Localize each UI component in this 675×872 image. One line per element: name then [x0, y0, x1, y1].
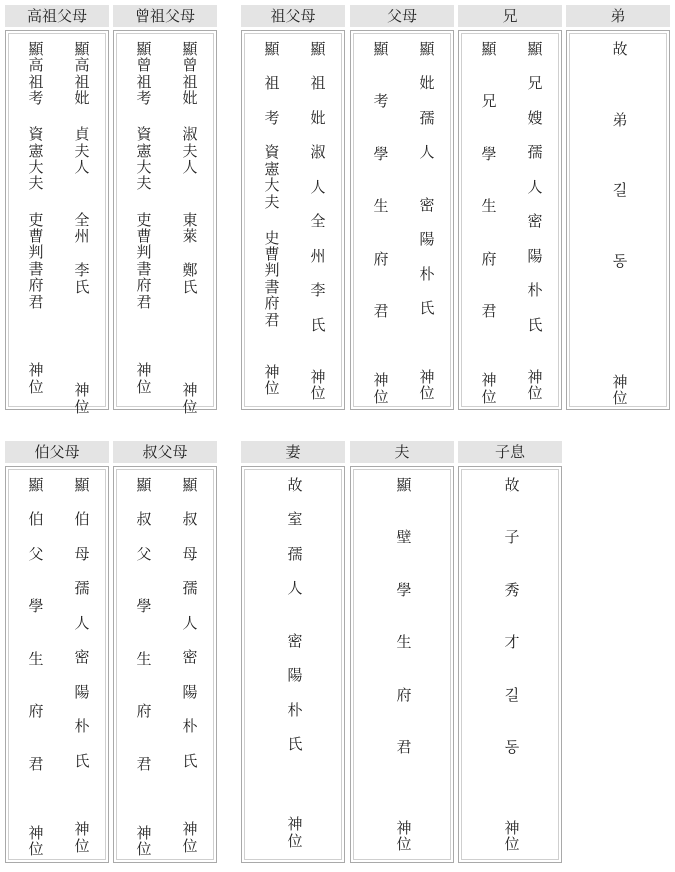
- tablet-frame: [5, 30, 109, 416]
- tablet-header: 妻: [241, 441, 345, 463]
- inscription-char: 淑: [182, 125, 198, 144]
- inscription-char: 叔: [182, 510, 198, 529]
- inscription-char: 妣: [310, 108, 326, 127]
- inscription-char: 位: [612, 389, 628, 408]
- inscription-char: 人: [310, 177, 326, 196]
- inscription-char: 人: [287, 579, 303, 598]
- inscription-char: 學: [481, 144, 497, 163]
- inscription-char: 位: [504, 835, 520, 854]
- inscription-char: 位: [74, 836, 90, 855]
- inscription-char: 氏: [74, 751, 90, 770]
- inscription-char: 位: [527, 384, 543, 403]
- inscription-char: 夫: [264, 192, 280, 211]
- inscription-char: 顯: [28, 40, 44, 58]
- inscription-char: 生: [481, 197, 497, 216]
- inscription-char: 神: [264, 363, 280, 382]
- inscription-char: 顯: [396, 476, 412, 494]
- inscription-char: 考: [373, 92, 389, 111]
- inscription-char: 陽: [527, 246, 543, 265]
- inscription-char: 孺: [287, 544, 303, 563]
- tablet-grandparents: [241, 5, 345, 408]
- inscription-char: 祖: [74, 72, 90, 91]
- tablet-parents: [350, 5, 454, 408]
- inscription-char: 府: [136, 702, 152, 721]
- inscription-char: 人: [527, 177, 543, 196]
- inscription-char: 故: [612, 40, 628, 58]
- inscription-char: 故: [504, 476, 520, 494]
- inscription-char: 顯: [373, 40, 389, 58]
- inscription-char: 祖: [264, 74, 280, 93]
- inscription-char: 位: [264, 379, 280, 398]
- inscription-char: 弟: [612, 110, 628, 129]
- inscription-char: 大: [264, 176, 280, 195]
- inscription-char: 嫂: [527, 108, 543, 127]
- inscription-char: 孺: [182, 579, 198, 598]
- tablet-son: [458, 441, 562, 861]
- inscription-char: 李: [74, 261, 90, 280]
- inscription-char: 東: [182, 210, 198, 229]
- inscription-char: 鄭: [182, 261, 198, 280]
- inscription-char: 才: [504, 633, 520, 652]
- inscription-char: 生: [136, 649, 152, 668]
- tablet-header: 伯父母: [5, 441, 109, 463]
- inscription-char: 顯: [264, 40, 280, 58]
- inscription-char: 位: [287, 831, 303, 850]
- inscription-char: 君: [136, 754, 152, 773]
- inscription-char: 父: [136, 544, 152, 563]
- inscription-char: 朴: [287, 700, 303, 719]
- inscription-char: 學: [396, 580, 412, 599]
- inscription-char: 密: [527, 212, 543, 231]
- inscription-char: 神: [136, 823, 152, 842]
- inscription-char: 考: [264, 108, 280, 127]
- inscription-char: 人: [74, 613, 90, 632]
- tablet-header: 高祖父母: [5, 5, 109, 27]
- tablet-great-great-grandparents: [5, 5, 109, 416]
- inscription-char: 神: [136, 361, 152, 380]
- tablet-header: 子息: [458, 441, 562, 463]
- inscription-char: 府: [481, 249, 497, 268]
- inscription-char: 氏: [287, 735, 303, 754]
- inscription-char: 曹: [264, 245, 280, 263]
- inscription-char: 氏: [182, 751, 198, 770]
- inscription-char: 神: [481, 371, 497, 390]
- inscription-char: 氏: [74, 277, 90, 296]
- inscription-char: 府: [264, 294, 280, 313]
- inscription-char: 府: [136, 276, 152, 295]
- inscription-char: 曾: [136, 56, 152, 75]
- inscription-char: 朴: [182, 717, 198, 736]
- inscription-char: 神: [287, 815, 303, 834]
- inscription-char: 神: [74, 381, 90, 400]
- inscription-char: 故: [287, 476, 303, 494]
- inscription-char: 叔: [136, 510, 152, 529]
- inscription-char: 人: [74, 158, 90, 177]
- inscription-char: 神: [612, 372, 628, 391]
- inscription-char: 書: [264, 277, 280, 296]
- inscription-char: 神: [310, 368, 326, 386]
- inscription-char: 顯: [74, 40, 90, 58]
- inscription-char: 妣: [74, 89, 90, 108]
- inscription-char: 氏: [182, 277, 198, 296]
- inscription-char: 孺: [74, 579, 90, 598]
- inscription-char: 李: [310, 281, 326, 300]
- tablet-wife: [241, 441, 345, 861]
- inscription-char: 曹: [28, 226, 44, 245]
- inscription-char: 人: [419, 143, 435, 162]
- inscription-char: 君: [28, 754, 44, 773]
- inscription-char: 子: [504, 528, 520, 547]
- inscription-char: 位: [28, 840, 44, 859]
- inscription-char: 位: [481, 387, 497, 406]
- inscription-char: 壁: [396, 528, 412, 547]
- inscription-char: 顯: [182, 476, 198, 494]
- inscription-char: 君: [136, 292, 152, 311]
- inscription-char: 母: [182, 544, 198, 563]
- inscription-char: 妣: [419, 74, 435, 93]
- inscription-char: 陽: [182, 682, 198, 701]
- inscription-char: 憲: [136, 141, 152, 160]
- inscription-char: 夫: [74, 141, 90, 160]
- tablet-great-grandparents: [113, 5, 217, 416]
- inscription-char: 顯: [310, 40, 326, 58]
- tablet-frame: [566, 30, 670, 410]
- inscription-char: 室: [287, 510, 303, 529]
- inscription-char: 君: [481, 302, 497, 321]
- inscription-char: 考: [136, 89, 152, 108]
- inscription-char: 位: [136, 840, 152, 859]
- inscription-char: 人: [182, 613, 198, 632]
- tablet-header: 曾祖父母: [113, 5, 217, 27]
- inscription-char: 朴: [527, 281, 543, 300]
- inscription-char: 府: [396, 685, 412, 704]
- inscription-char: 州: [74, 226, 90, 245]
- tablet-frame: [458, 30, 562, 410]
- inscription-char: 陽: [287, 666, 303, 685]
- inscription-char: 君: [396, 738, 412, 757]
- tablet-frame: [350, 30, 454, 410]
- inscription-char: 神: [28, 823, 44, 842]
- tablet-frame: [5, 466, 109, 863]
- inscription-char: 位: [182, 397, 198, 416]
- inscription-char: 氏: [310, 315, 326, 334]
- inscription-char: 位: [74, 397, 90, 416]
- inscription-char: 神: [396, 818, 412, 837]
- inscription-char: 高: [28, 56, 44, 75]
- inscription-char: 萊: [182, 226, 198, 245]
- inscription-char: 位: [28, 377, 44, 396]
- inscription-char: 位: [396, 835, 412, 854]
- tablet-header: 夫: [350, 441, 454, 463]
- tablet-husband: [350, 441, 454, 861]
- inscription-char: 夫: [136, 174, 152, 193]
- inscription-char: 동: [504, 738, 520, 757]
- inscription-char: 人: [182, 158, 198, 177]
- inscription-char: 祖: [28, 72, 44, 91]
- inscription-char: 孺: [419, 108, 435, 127]
- inscription-char: 曾: [182, 56, 198, 75]
- tablet-header: 叔父母: [113, 441, 217, 463]
- inscription-char: 全: [310, 212, 326, 231]
- inscription-char: 氏: [419, 299, 435, 318]
- tablet-frame: [113, 466, 217, 863]
- inscription-char: 位: [373, 387, 389, 406]
- inscription-char: 兄: [527, 74, 543, 93]
- tablet-header: 祖父母: [241, 5, 345, 27]
- inscription-char: 君: [28, 292, 44, 311]
- inscription-char: 生: [373, 197, 389, 216]
- inscription-char: 神: [527, 368, 543, 386]
- inscription-char: 州: [310, 246, 326, 265]
- inscription-char: 母: [74, 544, 90, 563]
- inscription-char: 書: [28, 259, 44, 278]
- inscription-char: 妣: [182, 89, 198, 108]
- inscription-char: 君: [264, 310, 280, 329]
- inscription-char: 顯: [28, 476, 44, 494]
- inscription-char: 동: [612, 251, 628, 270]
- tablet-frame: [458, 466, 562, 863]
- inscription-char: 淑: [310, 143, 326, 162]
- inscription-char: 陽: [74, 682, 90, 701]
- inscription-char: 資: [264, 143, 280, 162]
- inscription-char: 顯: [182, 40, 198, 58]
- inscription-char: 吏: [28, 210, 44, 229]
- inscription-char: 朴: [419, 264, 435, 283]
- tablet-frame: [241, 466, 345, 863]
- inscription-char: 祖: [182, 72, 198, 91]
- tablet-paternal-uncle-elder: [5, 441, 109, 861]
- tablet-header: 父母: [350, 5, 454, 27]
- inscription-char: 憲: [28, 141, 44, 160]
- inscription-char: 資: [28, 125, 44, 144]
- inscription-char: 吏: [136, 210, 152, 229]
- inscription-char: 神: [74, 820, 90, 839]
- inscription-char: 兄: [481, 92, 497, 111]
- inscription-char: 密: [419, 195, 435, 214]
- inscription-char: 學: [28, 597, 44, 616]
- inscription-char: 密: [182, 648, 198, 667]
- inscription-char: 位: [182, 836, 198, 855]
- tablet-header: 兄: [458, 5, 562, 27]
- inscription-char: 府: [28, 702, 44, 721]
- inscription-char: 祖: [310, 74, 326, 93]
- inscription-char: 高: [74, 56, 90, 75]
- inscription-char: 生: [28, 649, 44, 668]
- inscription-char: 學: [136, 597, 152, 616]
- tablet-frame: [350, 466, 454, 863]
- inscription-char: 秀: [504, 580, 520, 599]
- inscription-char: 神: [419, 368, 435, 386]
- tablet-frame: [113, 30, 217, 416]
- inscription-char: 神: [182, 381, 198, 400]
- inscription-char: 夫: [182, 141, 198, 160]
- inscription-char: 길: [504, 685, 520, 704]
- inscription-char: 朴: [74, 717, 90, 736]
- inscription-char: 密: [287, 631, 303, 650]
- inscription-char: 伯: [28, 510, 44, 529]
- inscription-char: 君: [373, 302, 389, 321]
- inscription-char: 孺: [527, 143, 543, 162]
- inscription-char: 府: [373, 249, 389, 268]
- tablet-header: 弟: [566, 5, 670, 27]
- inscription-char: 夫: [28, 174, 44, 193]
- inscription-char: 貞: [74, 125, 90, 144]
- tablet-frame: [241, 30, 345, 410]
- inscription-char: 陽: [419, 230, 435, 249]
- inscription-char: 伯: [74, 510, 90, 529]
- inscription-char: 全: [74, 210, 90, 229]
- inscription-char: 祖: [136, 72, 152, 91]
- inscription-char: 位: [136, 377, 152, 396]
- inscription-char: 憲: [264, 159, 280, 178]
- inscription-char: 顯: [419, 40, 435, 58]
- inscription-char: 判: [136, 243, 152, 262]
- inscription-char: 府: [28, 276, 44, 295]
- inscription-char: 大: [28, 158, 44, 177]
- inscription-char: 位: [419, 384, 435, 403]
- inscription-char: 顯: [527, 40, 543, 58]
- inscription-char: 氏: [527, 315, 543, 334]
- inscription-char: 顯: [74, 476, 90, 494]
- inscription-char: 父: [28, 544, 44, 563]
- inscription-char: 神: [182, 820, 198, 839]
- inscription-char: 曹: [136, 226, 152, 245]
- tablet-younger-brother: [566, 5, 670, 408]
- inscription-char: 生: [396, 633, 412, 652]
- inscription-char: 顯: [136, 476, 152, 494]
- tablet-paternal-uncle-younger: [113, 441, 217, 861]
- inscription-char: 神: [28, 361, 44, 380]
- inscription-char: 顯: [136, 40, 152, 58]
- inscription-char: 神: [504, 818, 520, 837]
- inscription-char: 顯: [481, 40, 497, 58]
- inscription-char: 判: [28, 243, 44, 262]
- inscription-char: 判: [264, 261, 280, 280]
- inscription-char: 學: [373, 144, 389, 163]
- inscription-char: 神: [373, 371, 389, 390]
- inscription-char: 大: [136, 158, 152, 177]
- inscription-char: 資: [136, 125, 152, 144]
- inscription-char: 史: [264, 228, 280, 247]
- inscription-char: 位: [310, 384, 326, 403]
- inscription-char: 길: [612, 181, 628, 200]
- tablet-elder-brother: [458, 5, 562, 408]
- inscription-char: 書: [136, 259, 152, 278]
- inscription-char: 考: [28, 89, 44, 108]
- inscription-char: 密: [74, 648, 90, 667]
